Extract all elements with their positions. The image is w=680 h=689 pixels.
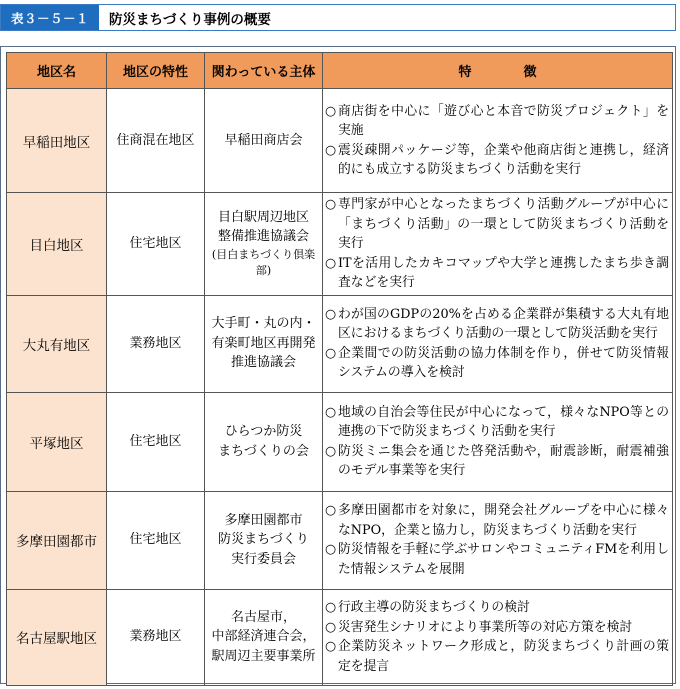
actor-line: 多摩田園都市 [224, 512, 303, 528]
table-header-row [7, 53, 673, 89]
area-characteristic-cell: 住宅地区 [107, 193, 205, 296]
table-body [7, 89, 673, 686]
actor-line: 名古屋市， [230, 609, 296, 625]
actor-line: 大手町・丸の内・ [211, 316, 316, 332]
area-characteristic-cell: 業務地区 [107, 295, 205, 392]
feature-item [325, 403, 669, 442]
bullet-circle-icon: ○ [325, 443, 337, 459]
actor-line: 実行委員会 [230, 551, 296, 567]
actor-line: 早稲田商店会 [224, 132, 303, 148]
bullet-circle-icon: ○ [325, 345, 337, 361]
feature-text: 災害発生シナリオにより事業所等の対応方策を検討 [338, 619, 633, 635]
actor-line: ひらつか防災 [224, 424, 303, 439]
features-cell [323, 193, 673, 296]
actor-line: まちづくりの会 [218, 443, 309, 459]
table-row [7, 491, 673, 589]
feature-item [325, 618, 669, 638]
area-name-cell: 早稲田地区 [7, 89, 107, 193]
feature-item [325, 598, 669, 618]
area-characteristic-cell: 住宅地区 [107, 392, 205, 491]
table-row [7, 295, 673, 392]
table-number-label: 表３－５－１ [1, 5, 99, 30]
bullet-circle-icon: ○ [325, 619, 337, 635]
actor-line: 推進協議会 [230, 355, 296, 371]
feature-text: 企業間での防災活動の協力体制を作り，併せて防災情報システムの導入を検討 [338, 345, 669, 380]
bullet-circle-icon: ○ [325, 404, 337, 420]
area-characteristic-cell: 住宅地区 [107, 491, 205, 589]
features-cell [323, 491, 673, 589]
column-header-characteristic: 地区の特性 [107, 53, 205, 89]
feature-item [325, 141, 669, 180]
feature-item [325, 305, 669, 344]
bullet-circle-icon: ○ [325, 600, 337, 615]
actor-line: 整備推進協議会 [217, 229, 309, 245]
bullet-circle-icon: ○ [325, 103, 337, 119]
table-title: 防災まちづくり事例の概要 [109, 11, 271, 28]
area-name-cell: 多摩田園都市 [7, 491, 107, 589]
area-characteristic-cell: 住商混在地区 [107, 89, 205, 193]
features-cell [323, 392, 673, 491]
area-name-cell: 平塚地区 [7, 392, 107, 491]
case-summary-table [6, 52, 673, 686]
bullet-circle-icon: ○ [325, 503, 337, 518]
feature-text: わが国のGDPの20%を占める企業群が集積する大丸有地区におけるまちづくり活動の一環として防災活動を実行 [338, 306, 669, 341]
table-row [7, 589, 673, 685]
actors-cell [205, 89, 323, 193]
feature-text: 防災情報を手軽に学ぶサロンやコミュニティFMを利用した情報システムを展開 [338, 542, 669, 577]
feature-text: 防災ミニ集会を通じた啓発活動や，耐震診断，耐震補強のモデル事業等を実行 [338, 443, 669, 478]
area-name-cell: 目白地区 [7, 193, 107, 296]
features-cell [323, 89, 673, 193]
area-characteristic-cell: 業務地区 [107, 589, 205, 685]
column-header-actors: 関わっている主体 [205, 53, 323, 89]
feature-item [325, 637, 669, 676]
feature-text: ITを活用したカキコマップや大学と連携したまち歩き調査などを実行 [338, 255, 669, 290]
bullet-circle-icon: ○ [325, 142, 337, 158]
feature-item [325, 102, 669, 141]
feature-text: 震災疎開パッケージ等，企業や他商店街と連携し，経済的にも成立する防災まちづくり活動を実行 [338, 142, 669, 177]
table-frame [0, 46, 676, 684]
bullet-circle-icon: ○ [325, 197, 337, 212]
bullet-circle-icon: ○ [325, 306, 337, 322]
area-name-cell: 大丸有地区 [7, 295, 107, 392]
actor-line: 有楽町地区再開発 [211, 335, 316, 351]
actors-cell [205, 589, 323, 685]
bullet-circle-icon: ○ [325, 639, 337, 654]
feature-text: 専門家が中心となったまちづくり活動グループが中心に「まちづくり活動」の一環として防災まちづくり活動を実行 [338, 197, 669, 251]
actor-line: 中部経済連合会， [211, 629, 316, 645]
feature-text: 行政主導の防災まちづくりの検討 [338, 600, 530, 615]
feature-text: 商店街を中心に「遊び心と本音で防災プロジェクト」を実施 [338, 103, 669, 138]
actors-cell [205, 491, 323, 589]
actors-cell [205, 193, 323, 296]
actors-cell [205, 295, 323, 392]
table-row [7, 193, 673, 296]
feature-text: 多摩田園都市を対象に，開発会社グループを中心に様々なNPO，企業と協力し，防災まちづくり活動を実行 [338, 503, 669, 538]
table-title-bar [0, 4, 676, 31]
feature-item [325, 254, 669, 293]
area-name-cell: 名古屋駅地区 [7, 589, 107, 685]
actor-line: (目白まちづくり倶楽部) [211, 247, 316, 278]
feature-item [325, 540, 669, 579]
actor-line: 目白駅周辺地区 [217, 209, 309, 225]
bullet-circle-icon: ○ [325, 542, 337, 557]
actor-line: 防災まちづくり [218, 532, 309, 548]
bullet-circle-icon: ○ [325, 255, 337, 271]
column-header-area: 地区名 [7, 53, 107, 89]
features-cell [323, 589, 673, 685]
feature-item [325, 195, 669, 254]
features-cell [323, 295, 673, 392]
feature-item [325, 442, 669, 481]
table-row [7, 392, 673, 491]
actors-cell [205, 392, 323, 491]
table-row [7, 89, 673, 193]
feature-text: 地域の自治会等住民が中心になって，様々なNPO等との連携の下で防災まちづくり活動を実行 [338, 404, 669, 439]
actor-line: 駅周辺主要事業所 [211, 648, 316, 664]
feature-item [325, 501, 669, 540]
feature-text: 企業防災ネットワーク形成と，防災まちづくり計画の策定を提言 [338, 639, 669, 674]
feature-item [325, 344, 669, 383]
column-header-features: 特 徴 [323, 53, 673, 89]
